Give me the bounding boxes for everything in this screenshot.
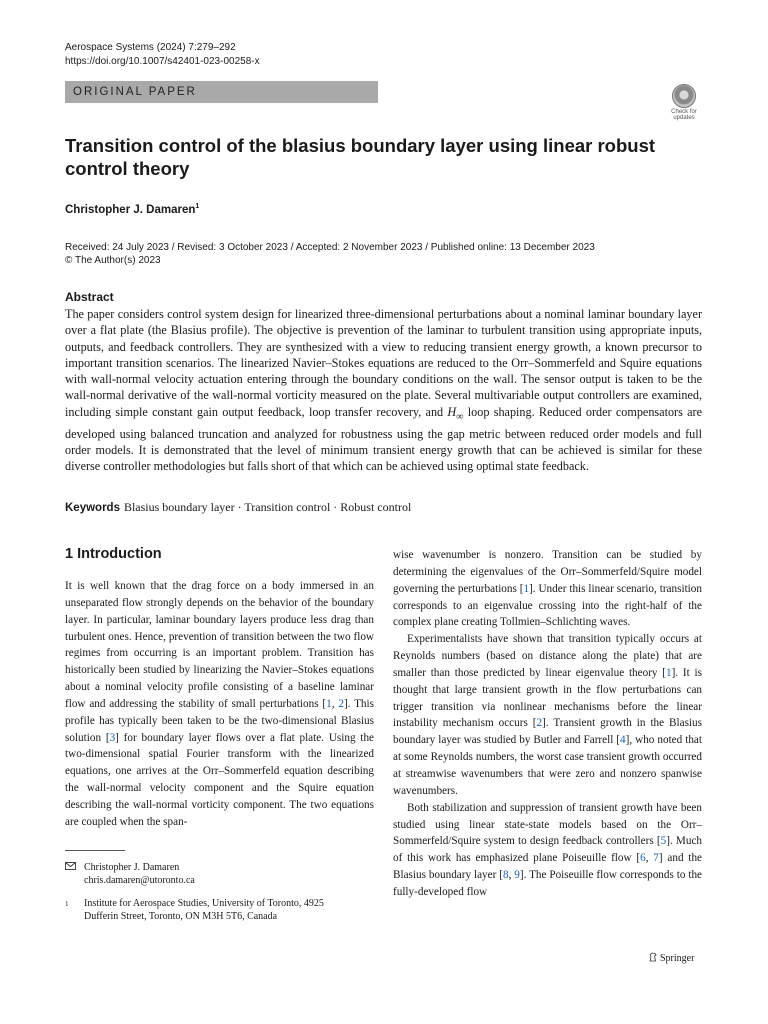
publisher-footer (648, 952, 694, 964)
text-run: , (508, 869, 515, 882)
abstract-text-2: loop shaping. Reduced order compensators are developed using balanced truncation and analyzed for robustness using the gap metric between reduced order models and full order models. It is demonstrated that the level of minimum transient energy growth that can be achieved is similar for these diverse controller methodologies but falls short of that which can be achieved using optimal state feedback. (65, 404, 703, 474)
abstract-body (65, 306, 702, 474)
text-run: ] and the Blasius boundary layer [ (393, 852, 702, 882)
citation-link[interactable]: 9 (514, 869, 520, 882)
badge-line-1: Check for (671, 109, 697, 115)
contact-name: Christopher J. Damaren (84, 862, 180, 873)
affiliation-line-2: Dufferin Street, Toronto, ON M3H 5T6, Canada (84, 910, 278, 922)
text-run: ]. Transient growth in the Blasius boundary layer was studied by Butler and Farrell [ (393, 717, 703, 747)
abstract-heading: Abstract (65, 290, 114, 304)
author-name[interactable]: Christopher J. Damaren (65, 203, 196, 216)
text-run: Experimentalists have shown that transition typically occurs at Reynolds numbers (based on distance along the plate) that are smaller than those predicted by linear eigenvalue theory [ (393, 633, 702, 679)
citation-link[interactable]: 1 (523, 582, 530, 595)
keywords-line (65, 500, 411, 515)
hinf-base: H (447, 404, 457, 419)
paper-title: Transition control of the blasius boundary layer using linear robust control theory (65, 135, 656, 179)
section-heading: 1 Introduction (65, 546, 162, 562)
citation-link[interactable]: 2 (536, 717, 543, 730)
footnote-divider (65, 850, 125, 851)
citation-link[interactable]: 3 (109, 731, 116, 744)
hinf-sub: ∞ (456, 411, 464, 423)
contact-email[interactable]: chris.damaren@utoronto.ca (84, 874, 195, 886)
paragraph (393, 800, 702, 901)
check-for-updates-badge[interactable] (665, 84, 703, 124)
correspondence-footnote (65, 862, 195, 887)
doi-link[interactable]: https://doi.org/10.1007/s42401-023-00258-x (65, 56, 260, 67)
citation-link[interactable]: 4 (620, 734, 626, 747)
abstract-text-1: The paper considers control system design for linearized three-dimensional perturbations about a nominal laminar boundary layer over a flat plate (the Blasius profile). The objective is prevention of the laminar to turbulent transition using appropriate inputs, outputs, and feedback controllers. They are synthesized with a view to reducing transient energy growth, a known precursor to important transition scenarios. The linearized Navier–Stokes equations are reduced to the Orr–Sommerfeld and Squire equations with wall-normal velocity actuation entering through the boundary conditions on the wall. The sensor output is taken to be the wall-normal derivative of the wall-normal vorticity measured on the plate. Several multivariable output controllers are examined, including simple constant gain output feedback, loop transfer recovery, and (65, 307, 702, 419)
copyright: © The Author(s) 2023 (65, 255, 161, 266)
journal-header (65, 41, 260, 69)
keywords-text: Blasius boundary layer · Transition control · Robust control (123, 500, 412, 514)
text-run: It is well known that the drag force on a body immersed in an unseparated flow strongly depends on the behavior of the boundary layer. In particular, laminar boundary layers produce less drag than turbulent ones. Hence, prevention of transition between the two flow regimes from occurring is an important problem. Transition has historically been studied by linearizing the Navier–Stokes equations about a nominal velocity profile consisting of a baseline laminar flow and addressing the stability of small perturbations [ (65, 580, 374, 710)
text-run: Both stabilization and suppression of transient growth have been studied using linear state-state models based on the Orr–Sommerfeld/Squire system to design feedback controllers [ (393, 801, 702, 848)
citation-link[interactable]: 2 (338, 697, 344, 710)
text-run: ]. It is thought that large transient growth in the flow perturbations can trigger transition via nonlinear mechanisms before the linear instability mechanism occurs [ (393, 666, 702, 730)
history-dates: Received: 24 July 2023 / Revised: 3 October 2023 / Accepted: 2 November 2023 / Published online: 13 December 2023 (65, 242, 595, 253)
citation-link[interactable]: 6 (640, 852, 646, 865)
paragraph (393, 547, 702, 631)
citation-link[interactable]: 7 (653, 852, 659, 865)
check-for-updates-icon (672, 84, 696, 108)
affiliation-line-1: Institute for Aerospace Studies, University of Toronto, 4925 (84, 898, 324, 909)
text-run: ] for boundary layer flows over a flat plate. Using the two-dimensional spatial Fourier transform with the linearized equations, one arrives at the Orr–Sommerfeld equation describing the wall-normal velocity component and the Squire equation describing the wall-normal vorticity component. The two equations are coupled when the span- (65, 731, 374, 828)
affiliation-footnote (65, 898, 365, 923)
citation-link[interactable]: 1 (326, 697, 332, 710)
citation-link[interactable]: 8 (502, 869, 509, 882)
badge-line-2: updates (673, 115, 695, 121)
publisher-name: Springer (660, 953, 695, 964)
text-run: wise wavenumber is nonzero. Transition can be studied by determining the eigenvalues of the Orr–Sommerfeld/Squire model governing the perturbations [ (393, 549, 702, 595)
body-column-right (393, 547, 702, 901)
paragraph (393, 631, 702, 799)
affiliation-number: 1 (65, 900, 69, 908)
author-affiliation-mark: 1 (195, 203, 200, 210)
keywords-label: Keywords (65, 502, 120, 514)
text-run: , (645, 852, 654, 865)
paragraph (65, 578, 374, 831)
citation-link[interactable]: 5 (660, 835, 667, 848)
text-run: , (331, 697, 339, 710)
hinf-symbol (447, 404, 464, 423)
envelope-icon (65, 862, 83, 875)
citation-link[interactable]: 1 (666, 666, 672, 679)
publication-history (65, 241, 595, 267)
body-column-left (65, 578, 374, 831)
article-type-banner: ORIGINAL PAPER (65, 81, 378, 103)
text-run: ]. This profile has typically been taken to be the two-dimensional Blasius solution [ (65, 697, 374, 744)
text-run: ], who noted that at some Reynolds numbers, the worst case transient growth occurred at streamwise wavenumbers that were zero and nonzero spanwise wavenumbers. (393, 734, 702, 797)
text-run: ]. Under this linear scenario, transition corresponds to an eigenvalue crossing into the right-half of the complex plane creating Tollmien–Schlichting waves. (393, 582, 702, 629)
text-run: ]. Much of this work has emphasized plane Poiseuille flow [ (393, 835, 703, 865)
text-run: ]. The Poiseuille flow corresponds to the fully-developed flow (393, 869, 702, 898)
springer-horse-icon (648, 952, 658, 962)
author-line (65, 203, 199, 216)
journal-citation: Aerospace Systems (2024) 7:279–292 (65, 42, 236, 53)
